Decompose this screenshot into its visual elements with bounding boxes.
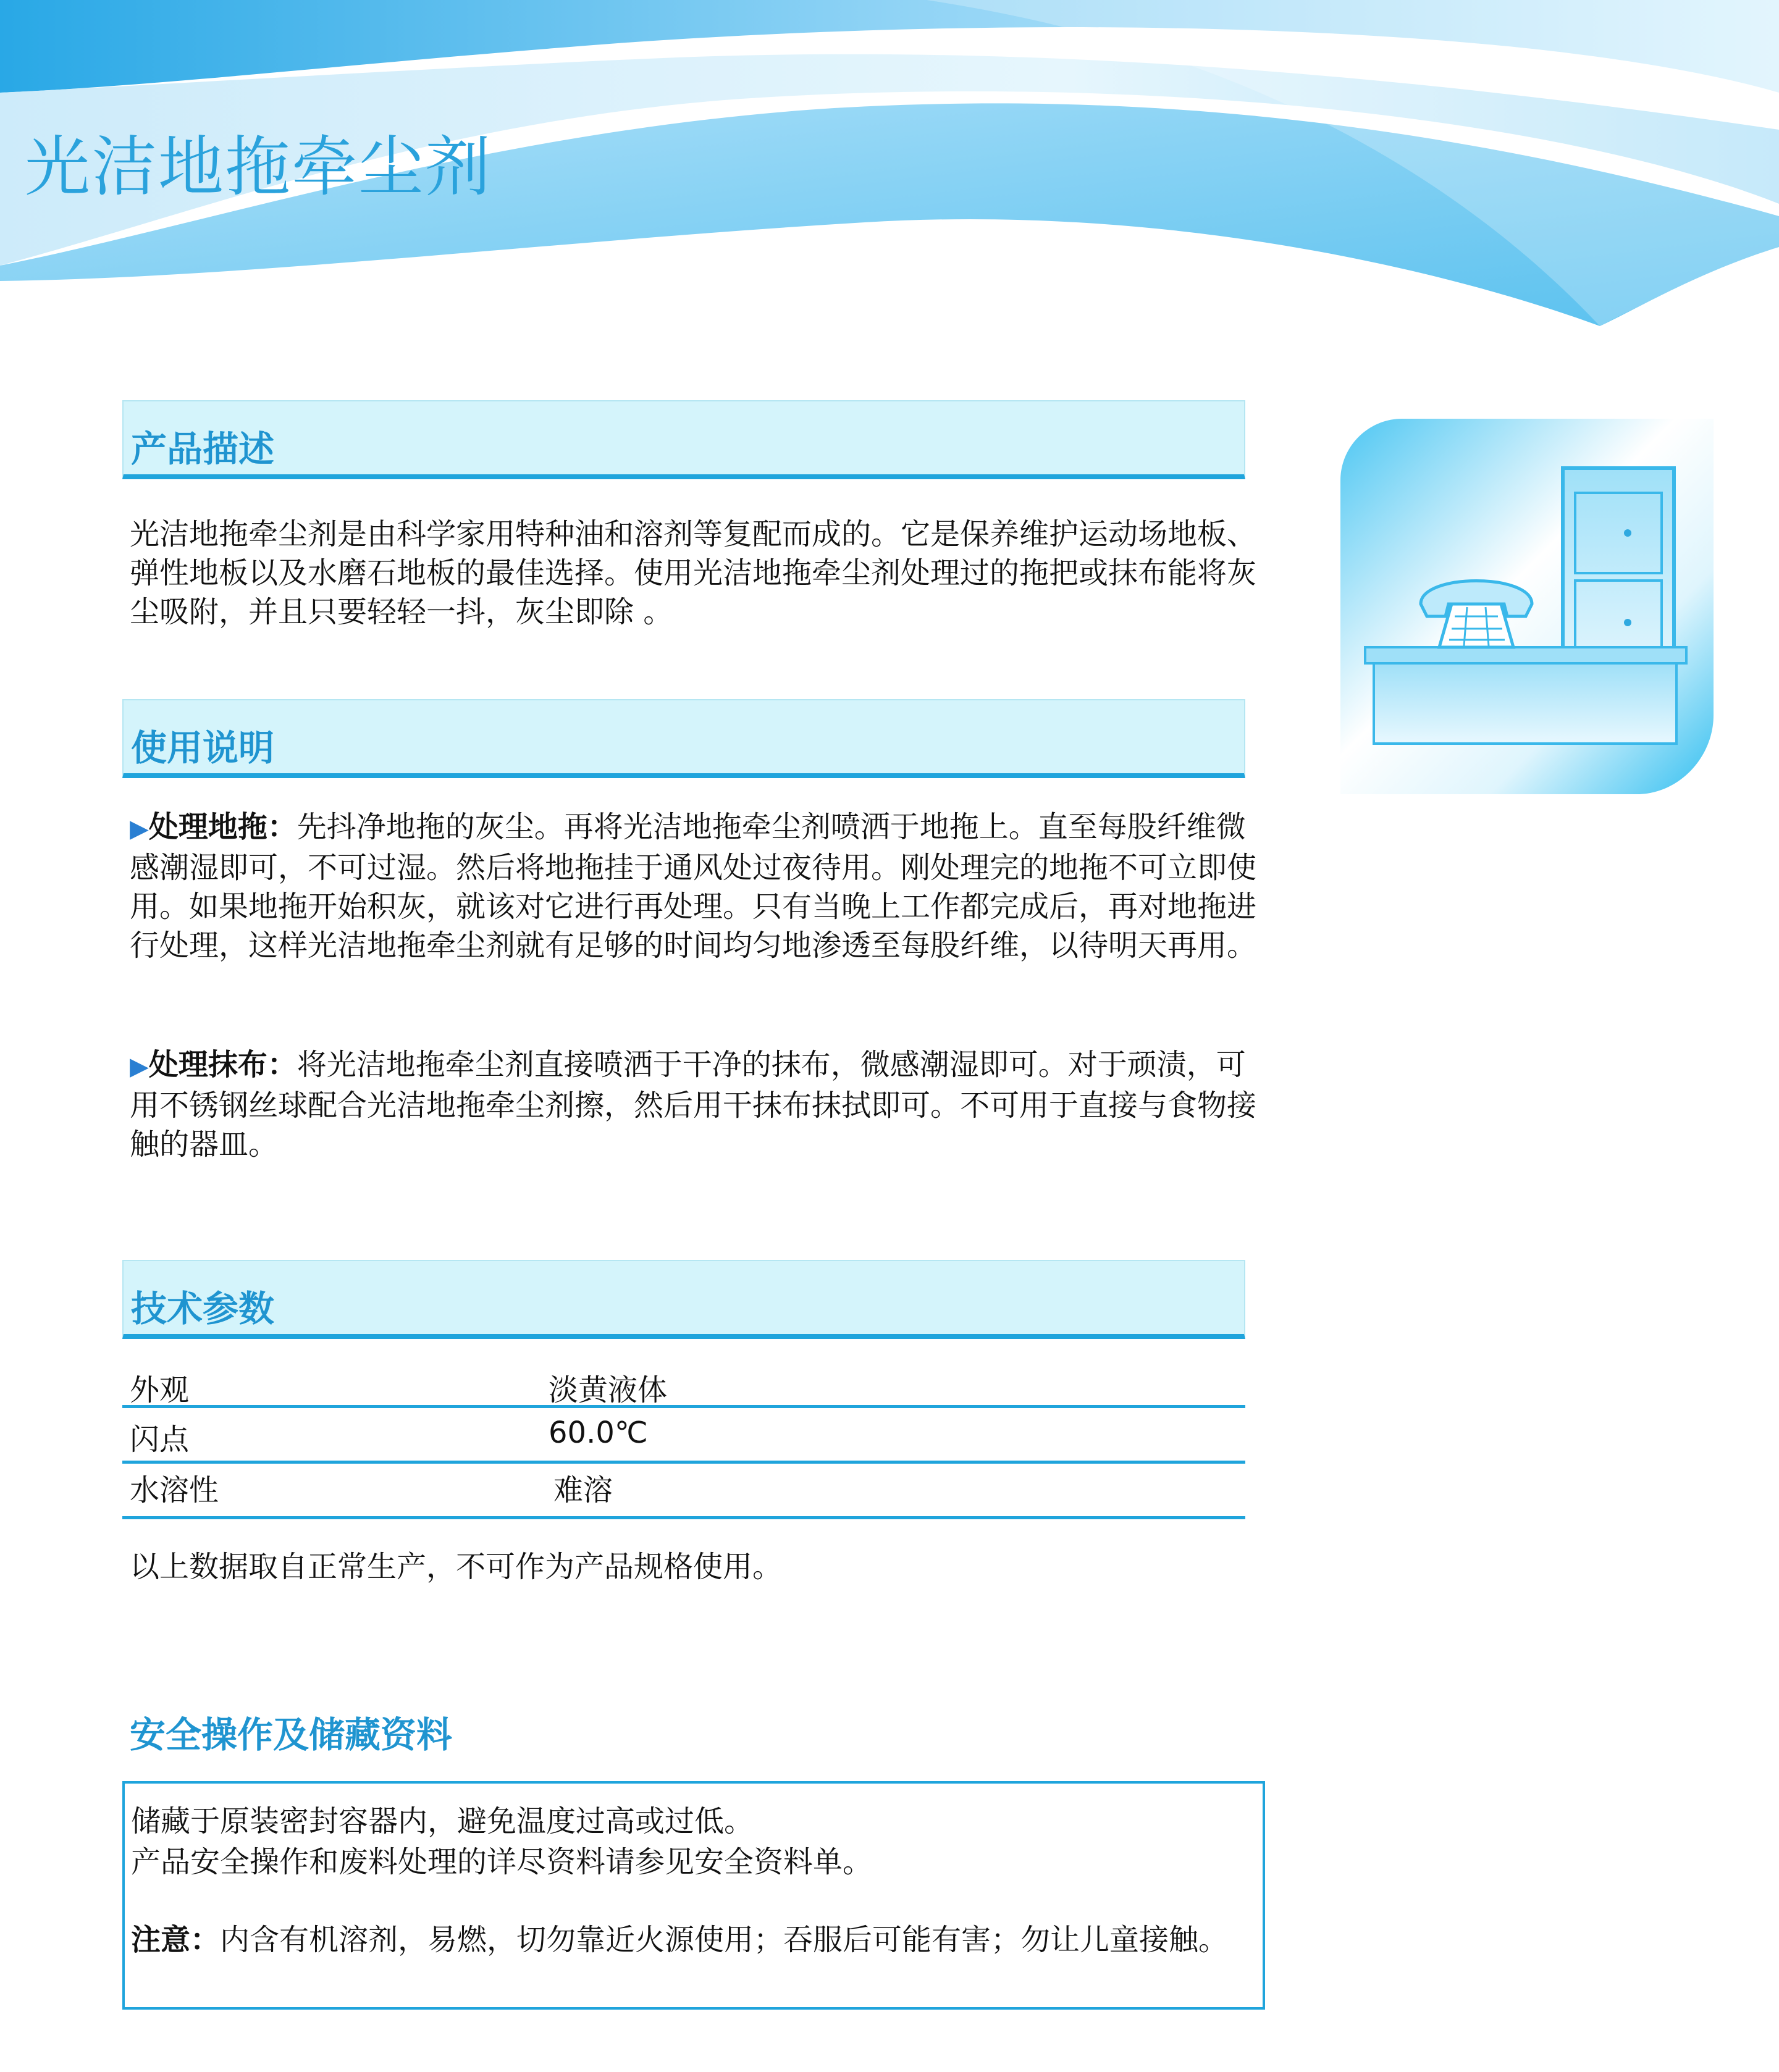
spec-key: 外观 [130,1373,190,1407]
office-desk-illustration [1340,419,1714,794]
specs-note: 以上数据取自正常生产，不可作为产品规格使用。 [130,1550,783,1584]
safety-line-sds: 产品安全操作和废料处理的详尽资料请参见安全资料单。 [131,1845,873,1879]
spec-value: 难溶 [553,1473,613,1508]
usage-item-text: 先抖净地拖的灰尘。再将光洁地拖牵尘剂喷洒于地拖上。直至每股纤维微感潮湿即可，不可过湿。然后将地拖挂于通风处过夜待用。刚处理完的地拖不可立即使用。如果地拖开始积灰，就该对它进行再处理。只有当晚上工作都完成后，再对地拖进行处理，这样光洁地拖牵尘剂就有足够的时间均匀地渗透至每股纤维，以待明天再用。 [130,810,1257,963]
safety-warning [131,1921,1261,1960]
triangle-bullet-icon: ▶ [130,1052,149,1081]
safety-box [122,1781,1265,2010]
section-title-safety: 安全操作及储藏资料 [130,1714,453,1756]
usage-item-mop [130,808,1260,965]
table-row [122,1464,1245,1519]
warning-label: 注意： [131,1923,221,1957]
usage-item-text: 将光洁地拖牵尘剂直接喷洒于干净的抹布，微感潮湿即可。对于顽渍，可用不锈钢丝球配合光洁地拖牵尘剂擦，然后用干抹布抹拭即可。不可用于直接与食物接触的器皿。 [130,1047,1257,1162]
document-title: 光洁地拖牵尘剂 [25,129,492,205]
description-paragraph: 光洁地拖牵尘剂是由科学家用特种油和溶剂等复配而成的。它是保养维护运动场地板、弹性地板以及水磨石地板的最佳选择。使用光洁地拖牵尘剂处理过的拖把或抹布能将灰尘吸附，并且只要轻轻一抖，灰尘即除 。 [130,517,1257,629]
section-header-specs [122,1260,1245,1339]
triangle-bullet-icon: ▶ [130,815,149,843]
section-header-usage [122,699,1245,778]
table-row [122,1353,1245,1408]
spec-key: 水溶性 [130,1473,219,1508]
section-header-description [122,400,1245,479]
spec-value: 淡黄液体 [549,1373,668,1407]
section-title-description: 产品描述 [131,428,275,470]
usage-item-cloth [130,1046,1260,1164]
table-row [122,1408,1245,1464]
safety-line-storage: 储藏于原装密封容器内，避免温度过高或过低。 [131,1804,754,1839]
spec-value: 60.0℃ [549,1416,648,1450]
section-title-usage: 使用说明 [131,727,275,769]
spec-key: 闪点 [130,1422,190,1457]
usage-item-label: 处理抹布： [148,1047,297,1082]
section-title-specs: 技术参数 [131,1288,275,1330]
usage-item-label: 处理地拖： [148,810,297,844]
warning-text: 内含有机溶剂，易燃，切勿靠近火源使用；吞服后可能有害；勿让儿童接触。 [220,1923,1229,1957]
spec-table [122,1353,1245,1519]
